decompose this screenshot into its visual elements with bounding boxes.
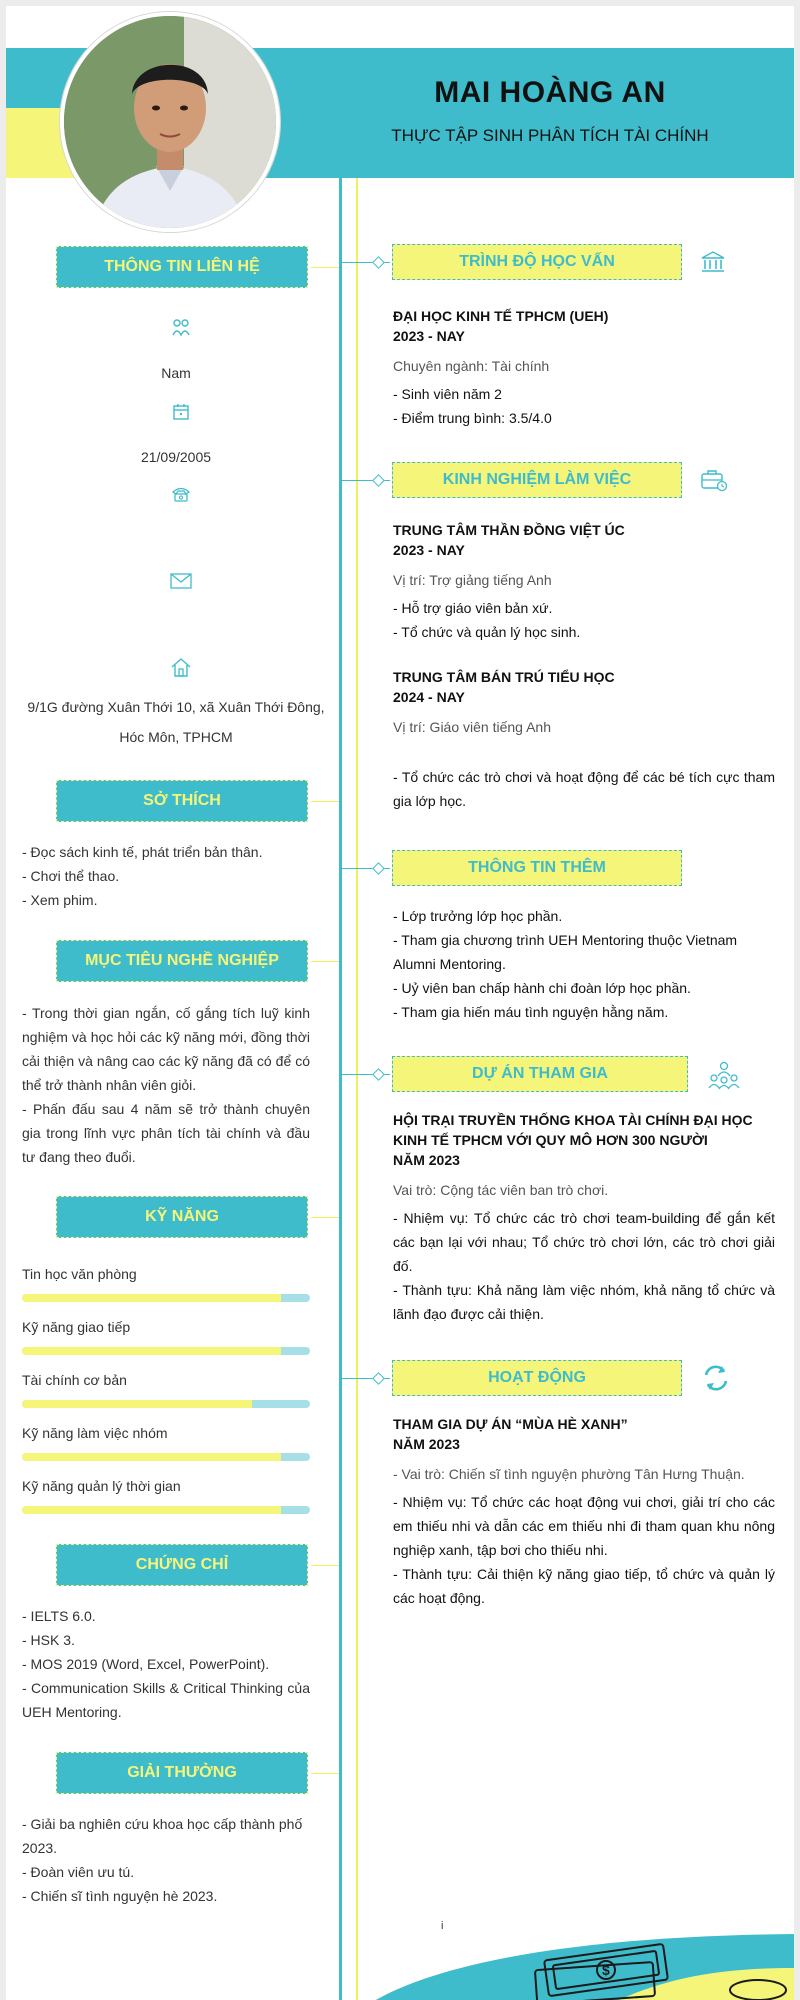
email-icon (106, 572, 256, 595)
project-role: Vai trò: Cộng tác viên ban trò chơi. (393, 1182, 609, 1198)
skill-bar-fill (22, 1400, 252, 1408)
list-item: - Tổ chức các trò chơi và hoạt động để các bé tích cực tham gia lớp học. (393, 769, 775, 809)
page-marker: i (441, 1920, 444, 1932)
skill-bar (22, 1294, 310, 1302)
timeline-diamond (372, 862, 385, 875)
activity-name: THAM GIA DỰ ÁN “MÙA HÈ XANH” (393, 1416, 628, 1432)
education-period: 2023 - NAY (393, 328, 465, 344)
list-item: - Tham gia chương trình UEH Mentoring thuộc Vietnam Alumni Mentoring. (393, 932, 738, 972)
money-decoration (6, 1906, 794, 2000)
avatar (60, 12, 280, 232)
list-item: - Đọc sách kinh tế, phát triển bản thân. (22, 844, 263, 860)
certificates-heading: CHỨNG CHỈ (56, 1544, 308, 1586)
education-major: Chuyên ngành: Tài chính (393, 358, 550, 374)
skill-label: Kỹ năng quản lý thời gian (22, 1478, 181, 1494)
job-period: 2023 - NAY (393, 542, 465, 558)
list-item: - Hỗ trợ giáo viên bản xứ. (393, 600, 553, 616)
skill-bar-fill (22, 1453, 281, 1461)
phone-icon (106, 486, 256, 510)
skill-label: Kỹ năng làm việc nhóm (22, 1425, 168, 1441)
list-item: - Nhiệm vụ: Tổ chức các trò chơi team-building để gắn kết các bạn lại với nhau; Tổ chức trò chơi lớn, các trò chơi giải đố. (393, 1210, 775, 1274)
skill-label: Tin học văn phòng (22, 1266, 137, 1282)
list-item: - Lớp trưởng lớp học phần. (393, 908, 563, 924)
list-item: - Sinh viên năm 2 (393, 386, 502, 402)
cv-page (6, 6, 794, 2000)
list-item: - Uỷ viên ban chấp hành chi đoàn lớp học phần. (393, 980, 691, 996)
skill-bar (22, 1453, 310, 1461)
awards-list (22, 1812, 310, 1908)
employer-name: TRUNG TÂM BÁN TRÚ TIỂU HỌC (393, 669, 615, 685)
skill-label: Tài chính cơ bản (22, 1372, 127, 1388)
list-item: - Tổ chức và quản lý học sinh. (393, 624, 581, 640)
svg-text:$: $ (602, 1962, 610, 1978)
employer-name: TRUNG TÂM THẦN ĐỒNG VIỆT ÚC (393, 522, 625, 538)
list-item: - HSK 3. (22, 1632, 75, 1648)
skill-bar (22, 1506, 310, 1514)
list-item: - MOS 2019 (Word, Excel, PowerPoint). (22, 1656, 270, 1672)
timeline-diamond (372, 474, 385, 487)
awards-heading: GIẢI THƯỞNG (56, 1752, 308, 1794)
activity-year: NĂM 2023 (393, 1436, 460, 1452)
skills-heading: KỸ NĂNG (56, 1196, 308, 1238)
briefcase-icon (700, 468, 728, 497)
list-item: - Tham gia hiến máu tình nguyện hằng năm. (393, 1004, 669, 1020)
hobbies-heading: SỞ THÍCH (56, 780, 308, 822)
home-icon (106, 656, 256, 684)
birthdate-value: 21/09/2005 (140, 449, 212, 465)
additional-info-heading: THÔNG TIN THÊM (392, 850, 682, 886)
list-item: - Phấn đấu sau 4 năm sẽ trở thành chuyên gia trong lĩnh vực phân tích tài chính và đầu tư đang theo đuổi. (22, 1101, 310, 1165)
career-goal-text (22, 1001, 310, 1169)
list-item: - Nhiệm vụ: Tổ chức các hoạt động vui chơi, giải trí cho các em thiếu nhi và dẫn các em thiếu nhi đi tham quan khu nông nghiệp xanh, tập bơi cho thiếu nhi. (393, 1494, 775, 1558)
project-name: HỘI TRẠI TRUYỀN THỐNG KHOA TÀI CHÍNH ĐẠI HỌC KINH TẾ TPHCM VỚI QUY MÔ HƠN 300 NGƯỜI (393, 1112, 753, 1148)
avatar-photo (64, 16, 276, 228)
list-item: - Đoàn viên ưu tú. (22, 1864, 135, 1880)
list-item: - Điểm trung bình: 3.5/4.0 (393, 410, 552, 426)
bank-icon (700, 250, 726, 279)
activity-entry (393, 1414, 775, 1610)
skill-bar (22, 1347, 310, 1355)
timeline-line (339, 178, 342, 2000)
job-period: 2024 - NAY (393, 689, 465, 705)
list-item: - Communication Skills & Critical Thinking của UEH Mentoring. (22, 1680, 310, 1720)
gender-icon (106, 318, 256, 344)
list-item: - Chơi thể thao. (22, 868, 120, 884)
candidate-name: MAI HOÀNG AN (434, 76, 666, 109)
certificates-list (22, 1604, 310, 1724)
education-heading: TRÌNH ĐỘ HỌC VẤN (392, 244, 682, 280)
school-name: ĐẠI HỌC KINH TẾ TPHCM (UEH) (393, 308, 609, 324)
skill-bar (22, 1400, 310, 1408)
list-item: - Thành tựu: Khả năng làm việc nhóm, khả năng tổ chức và lãnh đạo được cải thiện. (393, 1282, 775, 1322)
timeline-diamond (372, 1372, 385, 1385)
skill-bar-fill (22, 1294, 281, 1302)
activity-role: - Vai trò: Chiến sĩ tình nguyện phường Tân Hưng Thuận. (393, 1466, 745, 1482)
address-value: 9/1G đường Xuân Thới 10, xã Xuân Thới Đông, Hóc Môn, TPHCM (27, 699, 325, 745)
education-entry (393, 306, 775, 430)
timeline-line-accent (356, 178, 358, 2000)
project-year: NĂM 2023 (393, 1152, 460, 1168)
career-goal-heading: MỤC TIÊU NGHỀ NGHIỆP (56, 940, 308, 982)
activities-heading: HOẠT ĐỘNG (392, 1360, 682, 1396)
skill-bar-fill (22, 1347, 281, 1355)
additional-info-list (393, 904, 775, 1024)
list-item: - IELTS 6.0. (22, 1608, 96, 1624)
calendar-icon (106, 402, 256, 428)
timeline-diamond (372, 256, 385, 269)
list-item: - Trong thời gian ngắn, cố gắng tích luỹ kinh nghiệm và học hỏi các kỹ năng mới, đồng thời cải thiện và nâng cao các kỹ năng đã có để có thể trở thành nhân viên giỏi. (22, 1005, 310, 1093)
skill-label: Kỹ năng giao tiếp (22, 1319, 131, 1335)
candidate-role: THỰC TẬP SINH PHÂN TÍCH TÀI CHÍNH (391, 126, 709, 145)
contact-heading: THÔNG TIN LIÊN HỆ (56, 246, 308, 288)
list-item: - Chiến sĩ tình nguyện hè 2023. (22, 1888, 218, 1904)
timeline-diamond (372, 1068, 385, 1081)
experience-heading: KINH NGHIỆM LÀM VIỆC (392, 462, 682, 498)
experience-entry (393, 520, 775, 644)
list-item: - Giải ba nghiên cứu khoa học cấp thành phố 2023. (22, 1816, 303, 1856)
job-position: Vị trí: Giáo viên tiếng Anh (393, 719, 551, 735)
refresh-icon (700, 1362, 732, 1399)
list-item: - Thành tựu: Cải thiện kỹ năng giao tiếp, tổ chức và quản lý các hoạt động. (393, 1566, 775, 1606)
gender-value: Nam (161, 365, 191, 381)
projects-heading: DỰ ÁN THAM GIA (392, 1056, 688, 1092)
skill-bar-fill (22, 1506, 281, 1514)
experience-entry (393, 667, 775, 813)
hobbies-list (22, 840, 310, 912)
team-icon (708, 1060, 740, 1095)
job-position: Vị trí: Trợ giảng tiếng Anh (393, 572, 552, 588)
list-item: - Xem phim. (22, 892, 98, 908)
project-entry (393, 1110, 775, 1326)
